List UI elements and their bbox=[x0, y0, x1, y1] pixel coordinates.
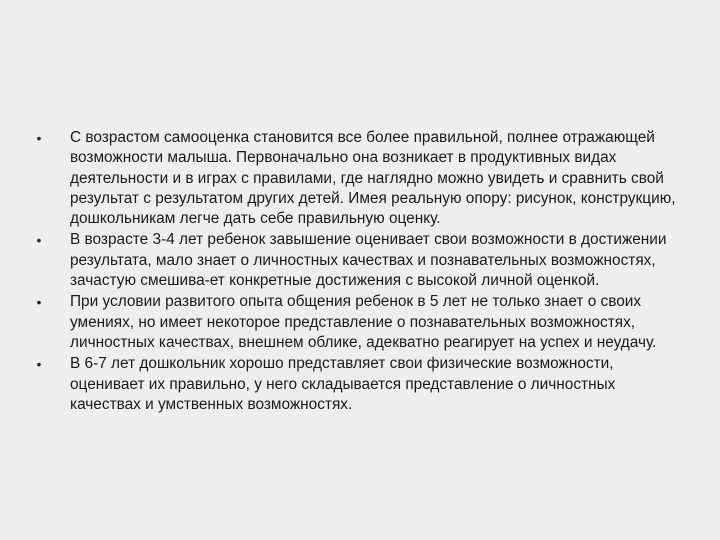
bullet-item bbox=[32, 354, 688, 415]
bullet-text: В 6-7 лет дошкольник хорошо представляет свои физические возможности, оценивает их правильно, у него складывается представление о личностных качествах и умственных возможностях. bbox=[70, 355, 616, 413]
bullet-item bbox=[32, 292, 688, 353]
bullet-item bbox=[32, 230, 688, 291]
bullet-text: При условии развитого опыта общения ребенок в 5 лет не только знает о своих умениях, но имеет некоторое представление о познавательных возможностях, личностных качествах, внешнем облике, адекватно реагирует на успех и неудачу. bbox=[70, 293, 657, 351]
bullet-icon: • bbox=[36, 232, 42, 249]
bullet-icon: • bbox=[36, 356, 42, 373]
bullet-item bbox=[32, 128, 688, 229]
bullet-icon: • bbox=[36, 130, 42, 146]
bullet-text: В возрасте 3-4 лет ребенок завышение оценивает свои возможности в достижении результата, мало знает о личностных качествах и познавательных возможностях, зачастую смешива-ет конкретные достижения с высокой личной оценкой. bbox=[70, 231, 667, 290]
bullet-text: С возрастом самооценка становится все более правильной, полнее отражающей возможности малыша. Первоначально она возникает в продуктивных видах деятельности и в играх с правилами, где наглядно можно увидеть и сравнить свой результат с результатом других детей. Имея реальную опору: рисунок, конструкцию, дошкольникам легче дать себе правильную оценку. bbox=[70, 129, 676, 228]
bullet-icon: • bbox=[36, 294, 42, 311]
bullet-list bbox=[32, 128, 688, 416]
